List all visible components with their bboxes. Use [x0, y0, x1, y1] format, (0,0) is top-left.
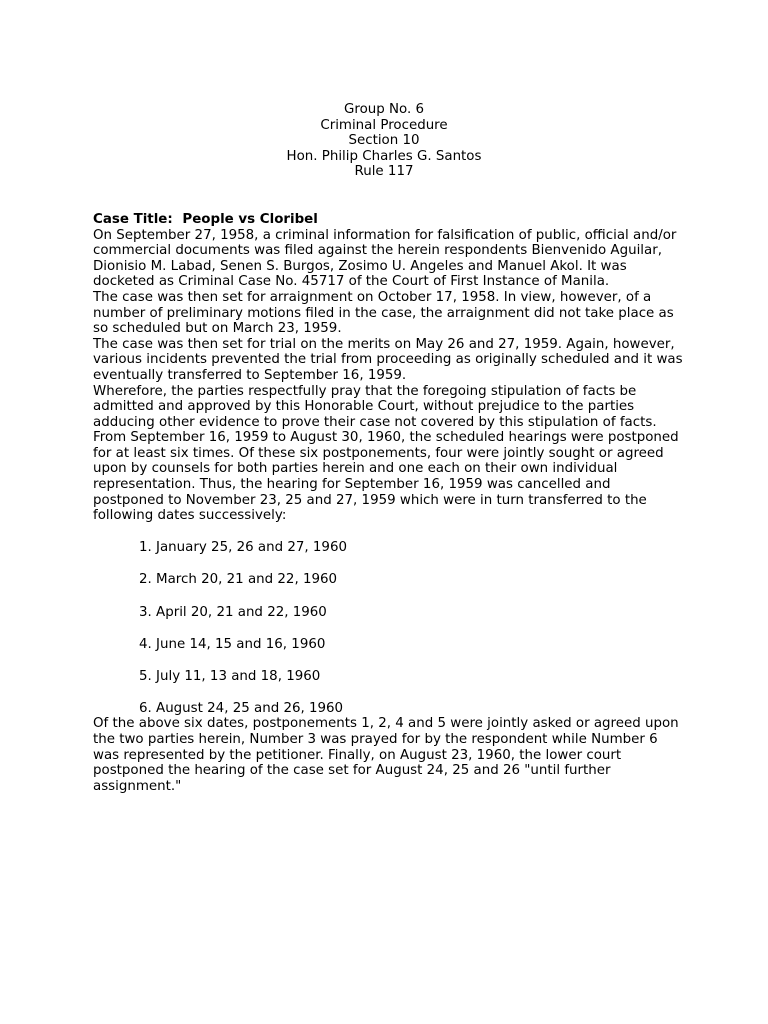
section: Section 10 [348, 133, 420, 149]
paragraph-4: Wherefore, the parties respectfully pray that the foregoing stipulation of facts be admitted and approved by this Honorable Court, without prejudice to the parties adducing other evidence to prove their case not covered by this stipulation of facts. [93, 383, 657, 430]
list-item: 4. June 14, 15 and 16, 1960 [139, 636, 326, 652]
instructor: Hon. Philip Charles G. Santos [286, 148, 482, 164]
paragraph-1: On September 27, 1958, a criminal information for falsification of public, official and/or commercial documents was filed against the herein respondents Bienvenido Aguilar, Dionisio M. Labad, Senen S. Burgos, Zosimo U. Angeles and Manuel Akol. It was docketed as Criminal Case No. 45717 of the Court of First Instance of Manila. [93, 227, 677, 290]
closing-paragraph: Of the above six dates, postponements 1, 2, 4 and 5 were jointly asked or agreed upon the two parties herein, Number 3 was prayed for by the respondent while Number 6 was represented by the petitioner. Finally, on August 23, 1960, the lower court postponed the hearing of the case set for August 24, 25 and 26 "until further assignment." [93, 716, 679, 794]
subject: Criminal Procedure [320, 117, 448, 133]
case-title-value: People vs Cloribel [182, 211, 318, 227]
list-item: 5. July 11, 13 and 18, 1960 [139, 668, 321, 684]
list-item: 1. January 25, 26 and 27, 1960 [139, 540, 347, 556]
postponement-dates-list [93, 540, 683, 716]
case-title-label: Case Title: [93, 211, 173, 227]
list-item: 2. March 20, 21 and 22, 1960 [139, 572, 338, 588]
group-number: Group No. 6 [343, 102, 425, 117]
paragraph-2: The case was then set for arraignment on October 17, 1958. In view, however, of a number of preliminary motions filed in the case, the arraignment did not take place as so scheduled but on March 23, 1959. [93, 289, 674, 337]
paragraph-3: The case was then set for trial on the merits on May 26 and 27, 1959. Again, however, various incidents prevented the trial from proceeding as originally scheduled and it was eventually transferred to September 16, 1959. [93, 336, 683, 383]
document-header [93, 102, 675, 180]
list-item: 6. August 24, 25 and 26, 1960 [139, 700, 344, 716]
list-item: 3. April 20, 21 and 22, 1960 [139, 604, 327, 620]
rule: Rule 117 [354, 164, 414, 180]
document-page [93, 102, 683, 794]
paragraph-5: From September 16, 1959 to August 30, 1960, the scheduled hearings were postponed for at least six times. Of these six postponements, four were jointly sought or agreed upon by counsels for both parties herein and one each on their own individual representation. Thus, the hearing for September 16, 1959 was cancelled and postponed to November 23, 25 and 27, 1959 which were in turn transferred to the following dates successively: [93, 430, 679, 524]
case-title [93, 212, 683, 228]
